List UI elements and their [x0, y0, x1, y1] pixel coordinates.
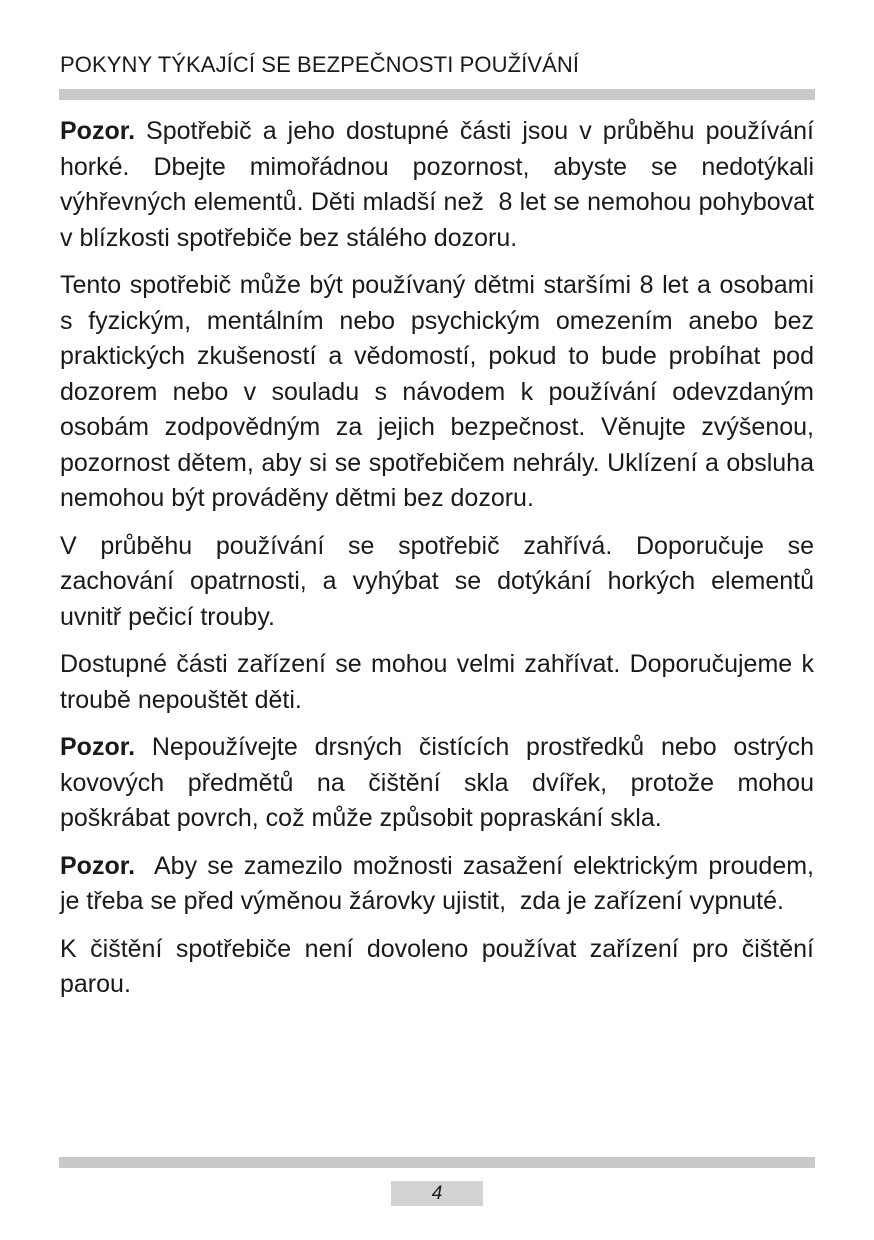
page-title: POKYNY TÝKAJÍCÍ SE BEZPEČNOSTI POUŽÍVÁNÍ — [60, 52, 580, 77]
paragraph-steam-cleaning — [60, 932, 814, 1003]
safety-instructions-body — [60, 114, 814, 1015]
page-number — [391, 1181, 483, 1206]
warning-lead: Pozor. — [60, 733, 136, 761]
paragraph-cleaning-glass-warning — [60, 730, 814, 837]
paragraph-text: K čištění spotřebiče není dovoleno používat zařízení pro čištění parou. — [60, 934, 814, 998]
paragraph-text: Spotřebič a jeho dostupné části jsou v průběhu používání horké. Dbejte mimořádnou pozornost, abyste se nedotýkali výhřevných elementů. Děti mladší než 8 let se nemohou pohybovat v blízkosti spotřebiče bez stálého dozoru. — [60, 117, 814, 252]
paragraph-children-usage — [60, 268, 814, 517]
paragraph-hot-parts-warning — [60, 114, 814, 256]
paragraph-text: V průběhu používání se spotřebič zahřívá. Doporučuje se zachování opatrnosti, a vyhýbat se dotýkání horkých elementů uvnitř pečicí trouby. — [60, 531, 814, 631]
paragraph-text: Aby se zamezilo možnosti zasažení elektrickým proudem, je třeba se před výměnou žárovky ujistit, zda je zařízení vypnuté. — [60, 851, 814, 915]
header-divider — [59, 89, 815, 100]
paragraph-text: Tento spotřebič může být používaný dětmi staršími 8 let a osobami s fyzickým, mentálním nebo psychickým omezením anebo bez praktických zkušeností a vědomostí, pokud to bude probíhat pod dozorem nebo v souladu s návodem k používání odevzdaným osobám zodpovědným za jejich bezpečnost. Věnujte zvýšenou, pozornost dětem, aby si se spotřebičem nehrály. Uklízení a obsluha nemohou být prováděny dětmi bez dozoru. — [60, 271, 814, 512]
paragraph-bulb-replacement-warning — [60, 849, 814, 920]
paragraph-text: Dostupné části zařízení se mohou velmi zahřívat. Doporučujeme k troubě nepouštět děti. — [60, 650, 814, 714]
paragraph-heating-caution — [60, 529, 814, 636]
warning-lead: Pozor. — [60, 117, 136, 145]
paragraph-keep-children-away — [60, 647, 814, 718]
footer-divider — [59, 1157, 815, 1168]
warning-lead: Pozor. — [60, 851, 136, 880]
page-number-text: 4 — [431, 1182, 443, 1204]
paragraph-text: Nepoužívejte drsných čistících prostředků nebo ostrých kovových předmětů na čištění skla dvířek, protože mohou poškrábat povrch, což může způsobit popraskání skla. — [60, 733, 814, 832]
